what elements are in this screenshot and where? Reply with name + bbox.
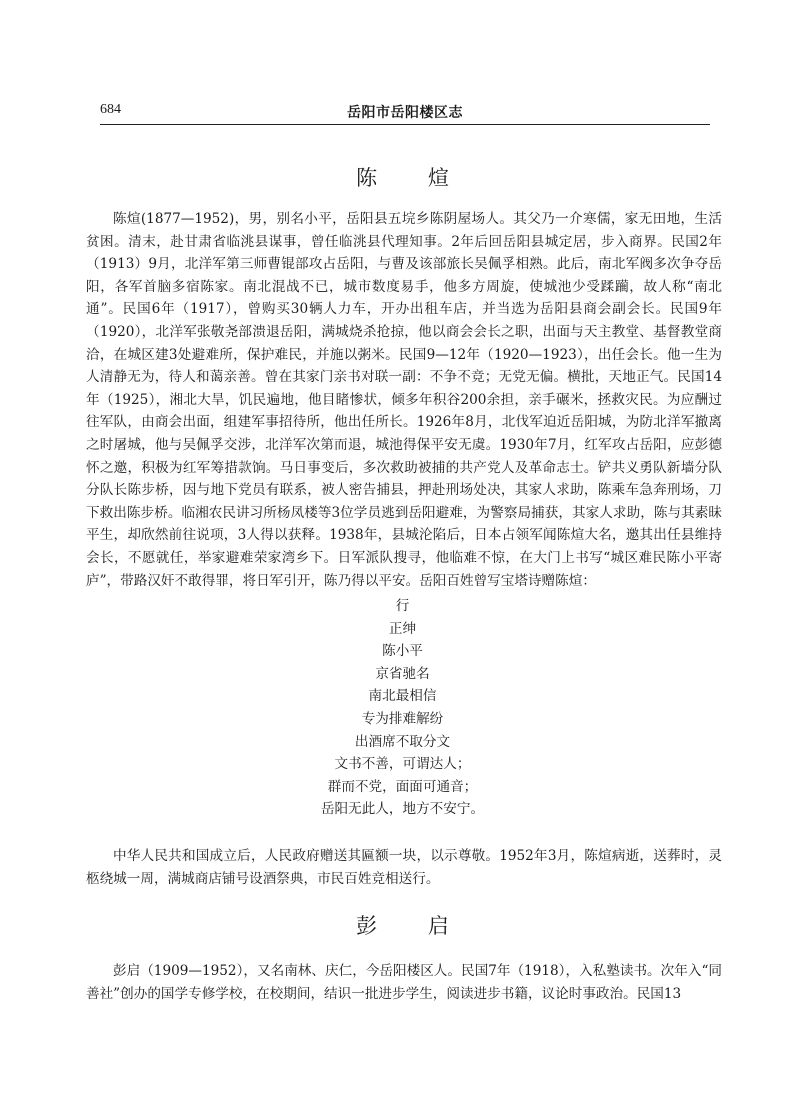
paragraph-peng-qi-bio: 彭启（1909—1952），又名南林、庆仁，今岳阳楼区人。民国7年（1918），入私塾读书。次年入“同善社”创办的国学专修学校，在校期间，结识一批进步学生，阅读进步书籍，议论时事政治。民国13: [86, 963, 722, 1002]
paragraph-chen-xuan-bio: 陈煊(1877—1952)，男，别名小平，岳阳县五垸乡陈阴屋场人。其父乃一介寒儒，家无田地，生活贫困。清末，赴甘肃省临洮县谋事，曾任临洮县代理知事。2年后回岳阳县城定居，步入商界。民国2年（1913）9月，北洋军第三师曹锟部攻占岳阳，与曹及该部旅长吴佩孚相熟。此后，南北军阀多次争夺岳阳，各军首脑多宿陈家。南北混战不已，城市数度易手，他多方周旋，使城池少受蹂躏，故人称“南北通”。民国6年（1917），曾购买30辆人力车，开办出租车店，并当选为岳阳县商会副会长。民国9年（1920），北洋军张敬尧部溃退岳阳，满城烧杀抢掠，他以商会会长之职，出面与天主教堂、基督教堂商洽，在城区建3处避难所，保护难民，并施以粥米。民国9—12年（1920—1923），出任会长。他一生为人清静无为，待人和蔼亲善。曾在其家门亲书对联一副：不争不竞；无党无偏。横批，天地正气。民国14年（1925），湘北大旱，饥民遍地，他目睹惨状，倾多年积谷200余担，亲手碾米，拯救灾民。为应酬过往军队，由商会出面，组建军事招待所，他出任所长。1926年8月，北伐军迫近岳阳城，为防北洋军撤离之时屠城，他与吴佩孚交涉，北洋军次第而退，城池得保平安无虞。1930年7月，红军攻占岳阳，应彭德怀之邀，积极为红军筹措款饷。马日事变后，多次救助被捕的共产党人及革命志士。铲共义勇队新墙分队分队长陈步桥，因与地下党员有联系，被人密告捕县，押赴刑场处决，其家人求助，陈乘车急奔刑场，刀下救出陈步桥。临湘农民讲习所杨凤楼等3位学员逃到岳阳避难，为警察局捕获，其家人求助，陈与其素昧平生，却欣然前往说项，3人得以获释。1938年，县城沦陷后，日本占领军闻陈煊大名，邀其出任县维持会长，不愿就任，举家避难荣家湾乡下。日军派队搜寻，他临难不惊，在大门上书写“城区难民陈小平寄庐”，带路汉奸不敢得罪，将日军引开，陈乃得以平安。岳阳百姓曾写宝塔诗赠陈煊：: [86, 211, 722, 589]
poem-line: 专为排难解纷: [361, 710, 444, 727]
poem-line: 行: [395, 598, 410, 614]
page-header: [100, 100, 710, 125]
section-title-chen-xuan: 陈 煊: [356, 166, 471, 190]
pagoda-poem: [0, 595, 805, 821]
running-title: 岳阳市岳阳楼区志: [347, 105, 463, 121]
poem-line: 岳阳无此人，地方不安宁。: [320, 801, 485, 818]
page-number: 684: [100, 102, 121, 117]
poem-line: 京省驰名: [375, 665, 430, 682]
section-title-peng-qi: 彭 启: [356, 914, 471, 938]
paragraph-chen-xuan-death: 中华人民共和国成立后，人民政府赠送其匾额一块，以示尊敬。1952年3月，陈煊病逝，送葬时，灵柩绕城一周，满城商店铺号设酒祭典，市民百姓竞相送行。: [86, 848, 722, 887]
poem-line: 文书不善，可谓达人；: [334, 756, 471, 773]
poem-line: 群而不党，面面可通音；: [327, 778, 478, 795]
poem-line: 正绅: [388, 620, 417, 637]
poem-line: 出酒席不取分文: [354, 733, 451, 750]
poem-line: 南北最相信: [368, 688, 437, 705]
poem-line: 陈小平: [382, 643, 423, 660]
